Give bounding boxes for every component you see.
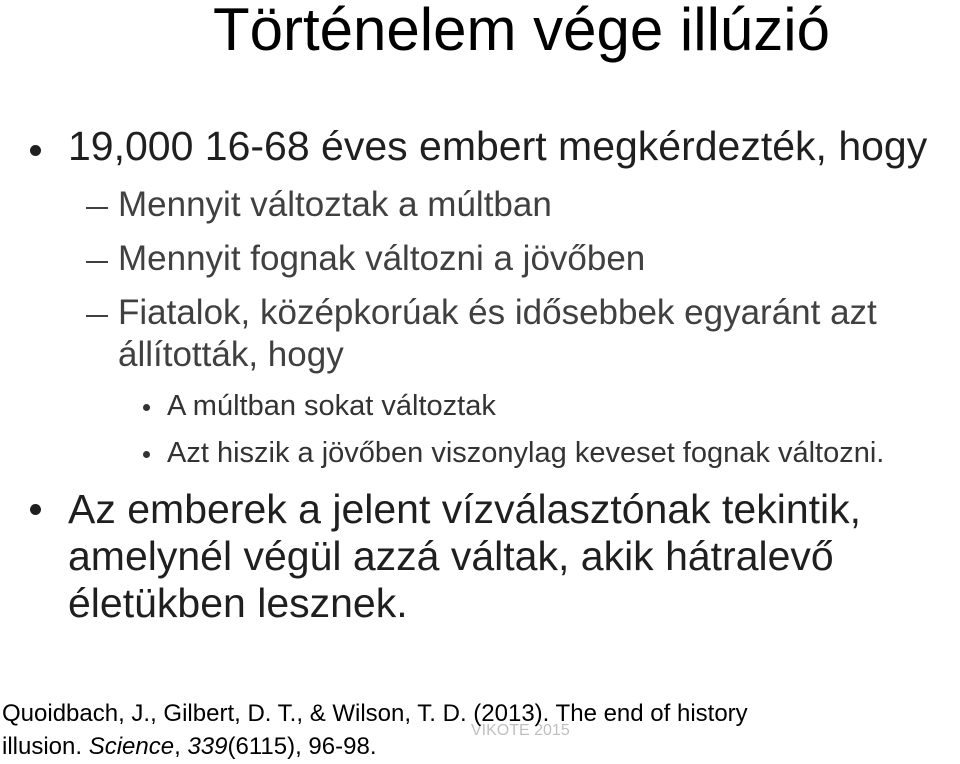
bullet-1-text: 19,000 16-68 éves embert megkérdezték, hogy bbox=[68, 123, 928, 169]
bullet-icon bbox=[143, 451, 150, 458]
subitem-future-change: Mennyit fognak változni a jövőben bbox=[118, 239, 646, 278]
subsubitem-past: A múltban sokat változtak bbox=[167, 390, 496, 422]
dash-icon bbox=[86, 261, 108, 263]
subitem-past-change: Mennyit változtak a múltban bbox=[118, 185, 552, 224]
dash-icon bbox=[86, 315, 108, 317]
bullet-icon bbox=[143, 404, 150, 411]
bullet-icon bbox=[30, 145, 41, 156]
slide-footer: VIKOTE 2015 bbox=[471, 722, 570, 739]
bullet-2-text: Az emberek a jelent vízválasztónak tekintik, amelynél végül azzá váltak, akik hátralevő életükben lesznek. bbox=[68, 486, 862, 626]
subitem-age-groups: Fiatalok, középkorúak és idősebbek egyaránt azt állították, hogy bbox=[118, 293, 877, 374]
dash-icon bbox=[86, 207, 108, 209]
citation bbox=[2, 697, 797, 763]
citation-volume: 339 bbox=[187, 733, 228, 760]
slide-title: Történelem vége illúzió bbox=[213, 0, 830, 63]
subsubitem-future: Azt hiszik a jövőben viszonylag keveset fognak változni. bbox=[167, 437, 885, 469]
citation-journal: Science bbox=[88, 733, 175, 760]
citation-reference: Quoidbach, J., Gilbert, D. T., & Wilson, T. D. (2013). The end of history illusion. bbox=[2, 700, 748, 760]
citation-issue-pages: (6115), 96-98. bbox=[227, 733, 377, 760]
bullet-icon bbox=[30, 504, 41, 515]
citation-separator: , bbox=[174, 733, 188, 760]
